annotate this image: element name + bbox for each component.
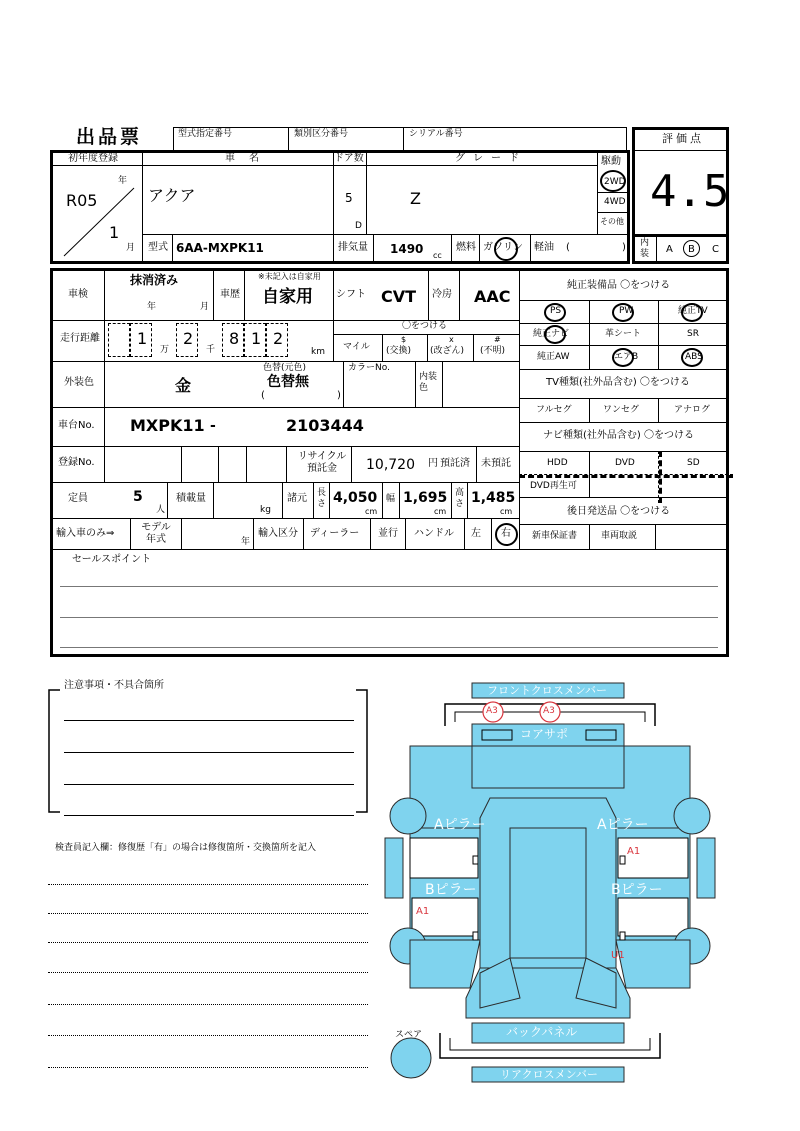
- width-label: 幅: [386, 494, 396, 504]
- repaint-label: 色替(元色): [263, 363, 307, 373]
- fuel-gasoline-circle: [494, 237, 518, 261]
- displacement-value: 1490: [390, 242, 424, 256]
- history-value: 自家用: [262, 287, 313, 307]
- header-id-box: [173, 127, 627, 151]
- equipment-title: 純正装備品 〇をつける: [567, 280, 671, 291]
- navi-dvd: DVD: [615, 458, 635, 468]
- length-cm: cm: [365, 507, 378, 516]
- serial-number-label: シリアル番号: [409, 129, 463, 139]
- tv-analog: アナログ: [674, 405, 711, 415]
- sales-point-label: セールスポイント: [72, 554, 152, 565]
- caution-bracket: [46, 686, 371, 816]
- dims-label: 諸元: [287, 493, 307, 504]
- equip-airbag: エアB: [614, 352, 639, 362]
- model-year-label: モデル年式: [141, 522, 171, 545]
- mileage-digit-2: 2: [183, 329, 194, 348]
- navi-dvd-playback: DVD再生可: [530, 481, 577, 491]
- interior-a: A: [666, 244, 673, 255]
- tv-title: TV種類(社外品含む) 〇をつける: [546, 377, 690, 388]
- displacement-unit: cc: [433, 251, 442, 260]
- year-unit: 年: [118, 176, 128, 186]
- interior-color-label: 内装色: [419, 372, 438, 393]
- tv-oneseg: ワンセグ: [603, 405, 640, 415]
- car-name-label: 車名: [225, 153, 273, 164]
- equip-abs: ABS: [685, 352, 703, 362]
- mileage-label: 走行距離: [60, 333, 100, 344]
- wheel-front-left: [390, 798, 426, 834]
- shaken-month-unit: 月: [200, 302, 210, 312]
- caution-label: 注意事項・不具合箇所: [64, 680, 164, 691]
- registration-label: 登録No.: [58, 457, 95, 468]
- equip-leather: 革シート: [605, 329, 642, 339]
- spare-tire: [391, 1038, 431, 1078]
- equip-sr: SR: [687, 329, 699, 339]
- import-dealer: ディーラー: [310, 528, 360, 539]
- fuel-diesel: 軽油: [534, 242, 554, 253]
- drive-2wd-circle: [600, 170, 626, 192]
- fuel-paren-close: ): [622, 242, 626, 253]
- mark-a3-right: A3: [543, 706, 555, 716]
- mileage-unknown: (不明): [480, 346, 506, 356]
- wheel-front-right: [674, 798, 710, 834]
- mileage-exchange: (交換): [386, 346, 412, 356]
- mileage-digit-1: 1: [137, 329, 148, 348]
- height-label: 高さ: [455, 488, 465, 509]
- mileage-km: km: [311, 347, 325, 357]
- repaint-paren-open: (: [261, 390, 265, 401]
- import-only-label: 輸入車のみ⇒: [56, 528, 115, 539]
- shift-value: CVT: [381, 287, 417, 306]
- grade-value: Z: [410, 189, 421, 208]
- import-type-label: 輸入区分: [258, 528, 298, 539]
- mark-u1: U1: [611, 950, 625, 961]
- fuel-label: 燃料: [456, 242, 476, 253]
- navi-hdd: HDD: [547, 458, 568, 468]
- model-year-unit: 年: [241, 537, 251, 547]
- length-value: 4,050: [333, 490, 378, 506]
- fuel-paren-open: (: [566, 242, 570, 253]
- month-unit: 月: [126, 243, 136, 253]
- ac-label: 冷房: [432, 289, 452, 300]
- chassis-label: 車台No.: [58, 420, 95, 431]
- later-title: 後日発送品 〇をつける: [567, 506, 671, 517]
- color-no-label: カラーNo.: [348, 363, 390, 373]
- navi-title: ナビ種類(社外品含む) 〇をつける: [543, 430, 694, 441]
- ac-value: AAC: [474, 287, 511, 306]
- repaint-paren-close: ): [337, 390, 341, 401]
- shaken-label: 車検: [68, 289, 88, 300]
- first-reg-month: 1: [109, 223, 120, 242]
- interior-label: 内装: [640, 238, 650, 259]
- interior-b-circle: [683, 240, 700, 257]
- later-manual: 車両取説: [601, 531, 638, 541]
- b-pillar-left-label: Bピラー: [425, 882, 477, 898]
- shift-label: シフト: [336, 289, 366, 300]
- core-support-label: コアサポ: [520, 727, 569, 741]
- equip-tv: 純正TV: [678, 306, 708, 316]
- handle-left: 左: [471, 528, 481, 539]
- tampered-mark: x: [449, 335, 454, 344]
- width-value: 1,695: [403, 490, 448, 506]
- model-value: 6AA-MXPK11: [176, 241, 264, 255]
- recycle-value: 10,720: [366, 457, 415, 473]
- car-name-value: アクア: [148, 186, 196, 205]
- chassis-number: 2103444: [286, 416, 364, 435]
- mileage-digit-3: 8: [229, 329, 240, 348]
- spare-label: スペア: [395, 1030, 423, 1040]
- equip-ps: PS: [550, 306, 562, 316]
- model-label: 型式: [148, 242, 168, 253]
- grade-label: グレード: [455, 153, 527, 164]
- handle-right: 右: [501, 528, 511, 539]
- interior-b: B: [688, 244, 695, 255]
- history-label: 車歴: [220, 289, 240, 300]
- chassis-dash: -: [210, 418, 216, 434]
- category-number-label: 類別区分番号: [294, 129, 349, 139]
- handle-label: ハンドル: [414, 528, 454, 539]
- door-suffix: D: [355, 221, 362, 231]
- load-label: 積載量: [176, 493, 206, 504]
- fuel-gasoline: ガソリン: [483, 242, 523, 253]
- seats-unit: 人: [156, 505, 166, 515]
- rear-cross-member-label: リアクロスメンバー: [500, 1068, 598, 1081]
- recycle-deposited: 預託済: [440, 458, 470, 469]
- unknown-mark: #: [494, 335, 501, 344]
- handle-right-circle: [495, 523, 518, 546]
- mileage-tampered: (改ざん): [430, 346, 465, 356]
- equip-aw: 純正AW: [537, 352, 570, 362]
- later-warranty: 新車保証書: [532, 531, 578, 541]
- form-title: 出品票: [76, 126, 143, 148]
- height-value: 1,485: [471, 490, 516, 506]
- mark-a1-left: A1: [416, 906, 430, 917]
- mileage-circle-note: 〇をつける: [402, 321, 448, 331]
- mileage-mile: マイル: [343, 342, 370, 352]
- score-label: 評価点: [662, 132, 704, 145]
- drive-2wd: 2WD: [604, 177, 626, 187]
- repaint-value: 色替無: [267, 374, 309, 390]
- chassis-prefix: MXPK11: [130, 416, 205, 435]
- equip-navi: 純正ナビ: [533, 329, 570, 339]
- length-label: 長さ: [317, 488, 327, 509]
- history-note: ※未記入は自家用: [258, 272, 321, 281]
- a-pillar-left-label: Aピラー: [434, 817, 486, 833]
- mileage-digit-5: 2: [273, 329, 284, 348]
- shaken-year-unit: 年: [147, 302, 157, 312]
- inspector-label: 検査員記入欄：修復歴「有」の場合は修復箇所・交換箇所を記入: [55, 843, 317, 853]
- drive-other: その他: [600, 217, 624, 226]
- import-parallel: 並行: [378, 528, 398, 539]
- doors-value: 5: [345, 191, 353, 205]
- mileage-sen: 千: [206, 345, 216, 355]
- tv-fullseg: フルセグ: [536, 405, 572, 415]
- recycle-unit: 円: [428, 458, 438, 469]
- mileage-man: 万: [160, 345, 170, 355]
- model-designation-label: 型式指定番号: [178, 129, 233, 139]
- seats-value: 5: [133, 489, 143, 505]
- score-value: 4.5: [650, 166, 730, 217]
- displacement-label: 排気量: [338, 242, 368, 253]
- b-pillar-right-label: Bピラー: [611, 882, 663, 898]
- a-pillar-right-label: Aピラー: [597, 817, 649, 833]
- back-panel-label: バックパネル: [506, 1025, 578, 1039]
- mark-a3-left: A3: [486, 706, 498, 716]
- drive-4wd: 4WD: [604, 197, 626, 207]
- doors-label: ドア数: [334, 153, 364, 164]
- exchange-mark: $: [401, 335, 407, 344]
- width-cm: cm: [434, 507, 447, 516]
- mileage-digit-4: 1: [251, 329, 262, 348]
- exterior-color-label: 外装色: [64, 377, 94, 388]
- mark-a1-right: A1: [627, 846, 641, 857]
- recycle-not-deposited: 未預託: [481, 458, 511, 469]
- front-cross-member-label: フロントクロスメンバー: [487, 684, 608, 697]
- exterior-color-value: 金: [175, 376, 192, 395]
- recycle-label: リサイクル預託金: [297, 451, 347, 474]
- shaken-value: 抹消済み: [130, 273, 179, 287]
- seats-label: 定員: [68, 493, 88, 504]
- interior-c: C: [712, 244, 719, 255]
- drive-label: 駆動: [601, 156, 621, 167]
- first-reg-year: R05: [66, 191, 98, 210]
- navi-sd: SD: [687, 458, 700, 468]
- height-cm: cm: [500, 507, 513, 516]
- first-reg-label: 初年度登録: [68, 153, 118, 164]
- equip-pw: PW: [619, 306, 634, 316]
- load-unit: kg: [260, 505, 271, 515]
